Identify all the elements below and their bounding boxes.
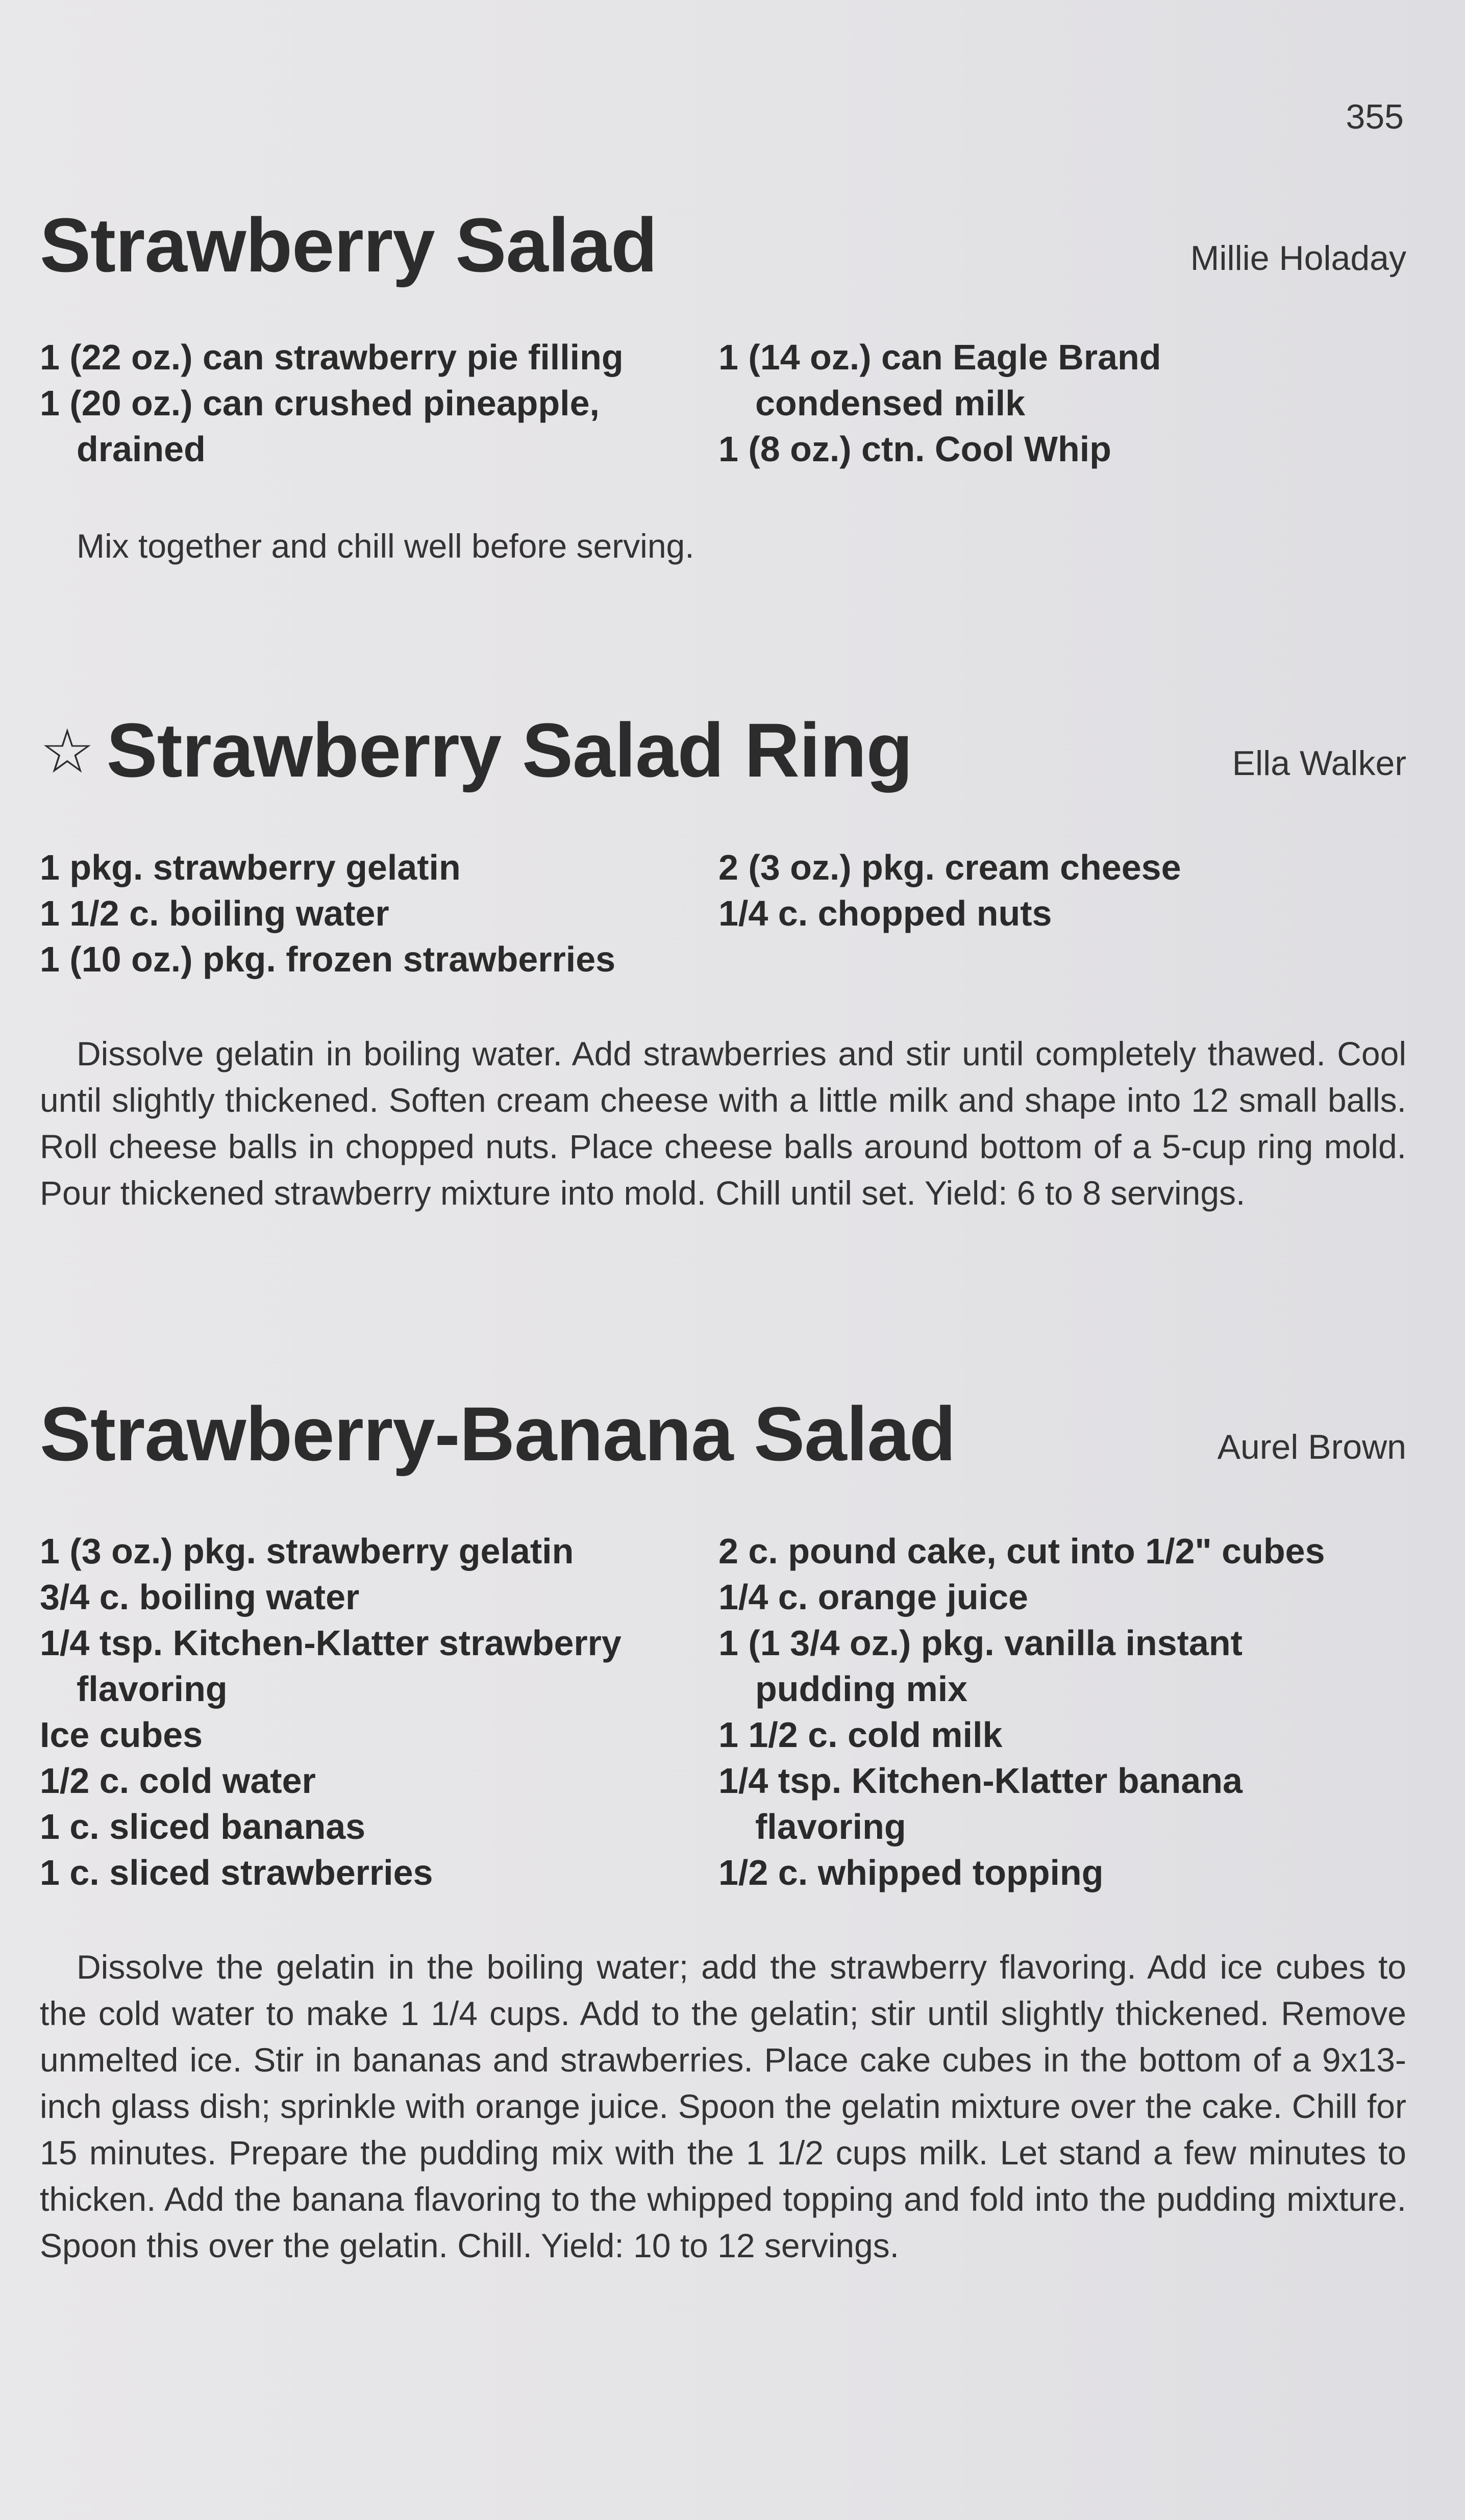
- recipe-header: [40, 707, 1406, 793]
- ingredient-item: 1/2 c. whipped topping: [718, 1853, 1104, 1892]
- recipe-header: [40, 202, 1406, 288]
- star-icon: ☆: [40, 717, 94, 786]
- ingredient-item: 1/4 c. chopped nuts: [718, 893, 1052, 933]
- recipe-strawberry-salad: [0, 202, 1465, 603]
- ingredient-column-right: [718, 1528, 1406, 1895]
- page-number: 355: [1346, 97, 1404, 136]
- ingredient-item: 1 (8 oz.) ctn. Cool Whip: [718, 429, 1111, 469]
- ingredient-item: 1 (22 oz.) can strawberry pie filling: [40, 337, 624, 377]
- recipe-title-text: Strawberry Salad Ring: [106, 707, 913, 793]
- recipe-directions: Mix together and chill well before serving.: [77, 527, 694, 565]
- ingredient-item: 1 pkg. strawberry gelatin: [40, 847, 461, 887]
- ingredient-item: 3/4 c. boiling water: [40, 1577, 360, 1617]
- recipe-author: Ella Walker: [1232, 744, 1406, 783]
- ingredient-item: 1/4 tsp. Kitchen-Klatter banana flavoring: [718, 1761, 1243, 1847]
- ingredient-item: 1 (3 oz.) pkg. strawberry gelatin: [40, 1531, 574, 1571]
- ingredient-column-left: [40, 844, 718, 982]
- ingredient-column-right: [718, 844, 1406, 982]
- ingredient-item: 1 (1 3/4 oz.) pkg. vanilla instant pudding mix: [718, 1623, 1243, 1709]
- recipe-author: Millie Holaday: [1190, 239, 1406, 278]
- ingredient-item: 2 (3 oz.) pkg. cream cheese: [718, 847, 1181, 887]
- ingredient-item: 1 (10 oz.) pkg. frozen strawberries: [40, 939, 616, 979]
- ingredient-item: 1 (14 oz.) can Eagle Brand condensed milk: [718, 337, 1161, 423]
- ingredient-item: 1 (20 oz.) can crushed pineapple, drained: [40, 383, 600, 469]
- recipe-title: [40, 1391, 956, 1477]
- ingredient-item: 1 1/2 c. boiling water: [40, 893, 389, 933]
- recipe-title: [40, 202, 657, 288]
- recipe-title-text: Strawberry Salad: [40, 202, 657, 288]
- recipe-header: [40, 1390, 1406, 1477]
- ingredient-item: 1 c. sliced bananas: [40, 1807, 366, 1847]
- ingredient-column-left: [40, 1528, 718, 1895]
- ingredient-item: Ice cubes: [40, 1715, 203, 1755]
- ingredient-item: 1/2 c. cold water: [40, 1761, 316, 1801]
- ingredient-item: 1/4 c. orange juice: [718, 1577, 1028, 1617]
- ingredient-item: 1/4 tsp. Kitchen-Klatter strawberry flavoring: [40, 1623, 622, 1709]
- recipe-directions: Dissolve the gelatin in the boiling water; add the strawberry flavoring. Add ice cubes to the cold water to make 1 1/4 cups. Add to the gelatin; stir until slightly thickened. Remove unmelted ice. Stir in bananas and strawberries. Place cake cubes in the bottom of a 9x13-inch glass dish; sprinkle with orange juice. Spoon the gelatin mixture over the cake. Chill for 15 minutes. Prepare the pudding mix with the 1 1/2 cups milk. Let stand a few minutes to thicken. Add the banana flavoring to the whipped topping and fold into the pudding mixture. Spoon this over the gelatin. Chill. Yield: 10 to 12 servings.: [40, 1948, 1406, 2264]
- recipe-author: Aurel Brown: [1217, 1428, 1406, 1466]
- recipe-title: [40, 707, 913, 793]
- recipe-strawberry-banana-salad: [0, 1390, 1465, 2303]
- recipe-strawberry-salad-ring: [0, 707, 1465, 1250]
- ingredient-item: 1 1/2 c. cold milk: [718, 1715, 1003, 1755]
- ingredient-list: [40, 334, 1406, 472]
- ingredient-item: 2 c. pound cake, cut into 1/2" cubes: [718, 1531, 1325, 1571]
- ingredient-item: 1 c. sliced strawberries: [40, 1853, 433, 1892]
- recipe-title-text: Strawberry-Banana Salad: [40, 1391, 956, 1477]
- ingredient-column-right: [718, 334, 1406, 472]
- ingredient-column-left: [40, 334, 718, 472]
- recipe-directions: Dissolve gelatin in boiling water. Add strawberries and stir until completely thawed. Cool until slightly thickened. Soften cream cheese with a little milk and shape into 12 small balls. Roll cheese balls in chopped nuts. Place cheese balls around bottom of a 5-cup ring mold. Pour thickened strawberry mixture into mold. Chill until set. Yield: 6 to 8 servings.: [40, 1035, 1406, 1212]
- ingredient-list: [40, 844, 1406, 982]
- ingredient-list: [40, 1528, 1406, 1895]
